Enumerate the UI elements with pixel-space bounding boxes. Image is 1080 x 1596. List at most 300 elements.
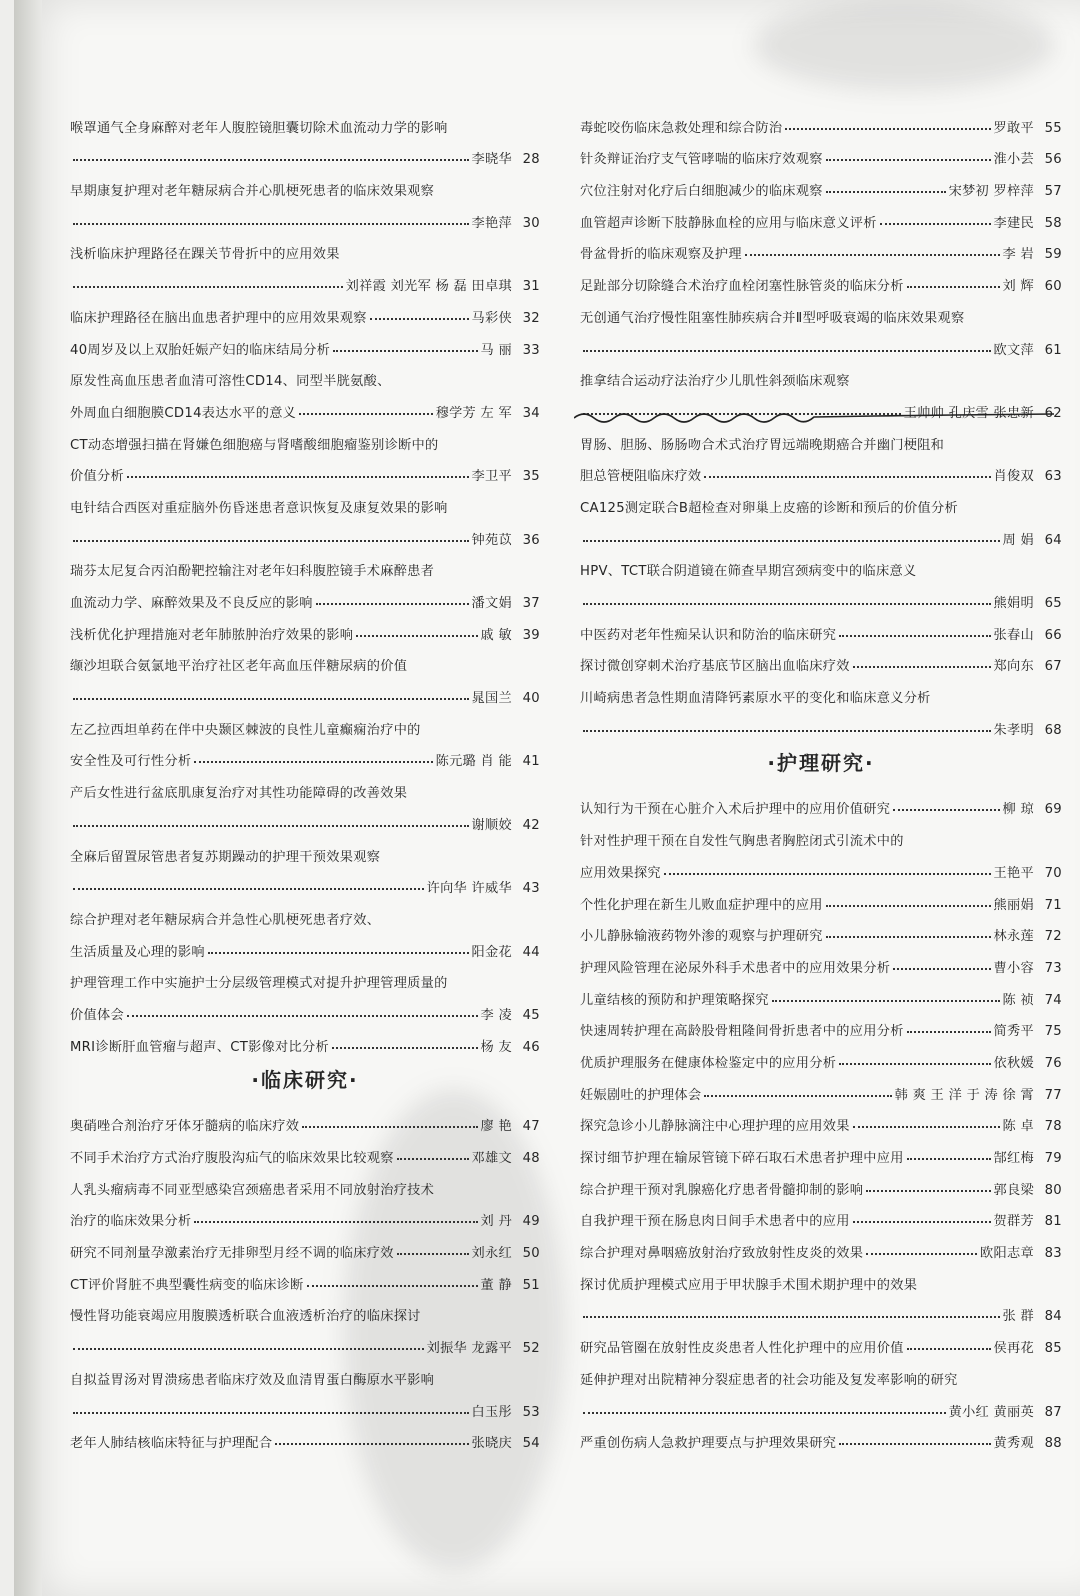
article-author: 周 娟 <box>1002 532 1034 548</box>
toc-entry <box>580 548 1062 580</box>
article-title: 足趾部分切除缝合术治疗血栓闭塞性脉管炎的临床分析 <box>580 279 904 295</box>
toc-left-column <box>70 104 540 1451</box>
article-author: 陈 卓 <box>1002 1119 1034 1135</box>
toc-entry <box>580 1293 1062 1325</box>
toc-entry <box>70 136 540 168</box>
article-title: 应用效果探究 <box>580 865 661 881</box>
dot-leader <box>194 760 432 763</box>
dot-leader <box>826 935 991 938</box>
dot-leader <box>356 634 477 637</box>
article-title: MRI诊断肝血管瘤与超声、CT影像对比分析 <box>70 1039 329 1055</box>
article-title: 40周岁及以上双胎妊娠产妇的临床结局分析 <box>70 342 331 358</box>
article-author: 贺群芳 <box>993 1214 1034 1230</box>
article-author: 林永莲 <box>993 929 1034 945</box>
page-number: 44 <box>522 944 540 960</box>
article-title: 针对性护理干预在自发性气胸患者胸腔闭式引流术中的 <box>580 834 904 850</box>
dot-leader <box>73 1347 424 1350</box>
journal-page <box>14 0 1080 1596</box>
article-author: 阳金花 <box>471 944 512 960</box>
page-number: 49 <box>522 1214 540 1230</box>
page-binding-shadow <box>14 0 42 1596</box>
article-author: 张 群 <box>1002 1309 1034 1325</box>
dot-leader <box>307 1284 478 1287</box>
toc-entry <box>70 1324 540 1356</box>
toc-entry <box>580 199 1062 231</box>
page-number: 28 <box>522 152 540 168</box>
article-title: 奥硝唑合剂治疗牙体牙髓病的临床疗效 <box>70 1119 300 1135</box>
article-author: 邓雄文 <box>471 1151 512 1166</box>
dot-leader <box>333 349 477 352</box>
page-number: 53 <box>522 1404 540 1420</box>
scan-smudge <box>754 0 1054 90</box>
article-title: 血管超声诊断下肢静脉血栓的应用与临床意义评析 <box>580 215 877 231</box>
toc-entry <box>70 865 540 897</box>
dot-leader <box>907 285 1000 288</box>
toc-entry <box>580 516 1062 548</box>
toc-entry <box>580 294 1062 326</box>
toc-entry <box>70 167 540 199</box>
article-title: 血流动力学、麻醉效果及不良反应的影响 <box>70 596 313 611</box>
dot-leader <box>583 349 991 352</box>
article-title: 护理风险管理在泌尿外科手术患者中的应用效果分析 <box>580 960 891 976</box>
article-author: 罗敢平 <box>993 120 1034 136</box>
dot-leader <box>194 1220 477 1223</box>
toc-entry <box>580 262 1062 294</box>
toc-entry <box>580 358 1062 390</box>
dot-leader <box>907 1347 991 1350</box>
toc-entry <box>70 104 540 136</box>
article-title: 全麻后留置尿管患者复苏期躁动的护理干预效果观察 <box>70 849 381 865</box>
dot-leader <box>370 317 469 320</box>
article-title: 综合护理干预对乳腺癌化疗患者骨髓抑制的影响 <box>580 1182 864 1198</box>
page-number: 51 <box>522 1277 540 1293</box>
toc-entry <box>70 484 540 516</box>
toc-entry <box>580 1008 1062 1040</box>
dot-leader <box>73 539 469 542</box>
article-author: 李建民 <box>993 215 1034 231</box>
dot-leader <box>853 665 991 668</box>
article-author: 王帅帅 孔庆雪 张忠新 <box>903 405 1034 421</box>
toc-entry <box>580 231 1062 263</box>
toc-entry <box>580 611 1062 643</box>
page-number: 42 <box>522 817 540 833</box>
article-title: 中医药对老年性痴呆认识和防治的临床研究 <box>580 627 837 643</box>
article-author: 刘永红 <box>471 1246 512 1262</box>
toc-entry <box>580 944 1062 976</box>
article-title: 针灸辩证治疗支气管哮喘的临床疗效观察 <box>580 152 823 168</box>
article-author: 淮小芸 <box>993 152 1034 168</box>
dot-leader <box>745 253 1000 256</box>
dot-leader <box>583 1411 946 1414</box>
page-number: 77 <box>1044 1087 1062 1103</box>
article-author: 陈元璐 肖 能 <box>435 754 512 770</box>
page-number: 61 <box>1044 342 1062 358</box>
toc-entry <box>580 1388 1062 1420</box>
article-title: 价值体会 <box>70 1007 124 1023</box>
article-title: 研究不同剂量孕激素治疗无排卵型月经不调的临床疗效 <box>70 1246 394 1262</box>
article-title: 早期康复护理对老年糖尿病合并心肌梗死患者的临床效果观察 <box>70 184 435 200</box>
page-number: 37 <box>522 596 540 611</box>
dot-leader <box>826 158 991 161</box>
dot-leader <box>785 127 990 130</box>
toc-entry <box>70 674 540 706</box>
toc-entry <box>70 991 540 1023</box>
toc-entry <box>70 358 540 390</box>
dot-leader <box>302 1125 477 1128</box>
article-author: 郜红梅 <box>993 1151 1034 1166</box>
dot-leader <box>316 602 469 605</box>
dot-leader <box>397 1252 469 1255</box>
article-author: 晁国兰 <box>471 691 512 707</box>
article-title: 骨盆骨折的临床观察及护理 <box>580 247 742 263</box>
page-number: 31 <box>522 279 540 295</box>
page-number: 68 <box>1044 722 1062 738</box>
article-title: 快速周转护理在高龄股骨粗隆间骨折患者中的应用分析 <box>580 1024 904 1040</box>
toc-entry <box>70 706 540 738</box>
article-author: 陈 祯 <box>1002 992 1034 1008</box>
article-author: 张晓庆 <box>471 1436 512 1452</box>
article-author: 廖 艳 <box>480 1119 512 1135</box>
article-title: 严重创伤病人急救护理要点与护理效果研究 <box>580 1436 837 1452</box>
dot-leader <box>275 1442 468 1445</box>
toc-entry <box>70 389 540 421</box>
toc-entry <box>580 1039 1062 1071</box>
toc-entry <box>580 1134 1062 1166</box>
article-author: 李艳萍 <box>471 215 512 231</box>
toc-entry <box>580 1071 1062 1103</box>
article-author: 欧文萍 <box>993 342 1034 358</box>
toc-entry <box>70 960 540 992</box>
toc-entry <box>70 516 540 548</box>
page-number: 59 <box>1044 247 1062 263</box>
article-title: 喉罩通气全身麻醉对老年人腹腔镜胆囊切除术血流动力学的影响 <box>70 120 448 136</box>
page-number: 46 <box>522 1039 540 1055</box>
dot-leader <box>73 222 469 225</box>
dot-leader <box>127 475 469 478</box>
dot-leader <box>866 1189 990 1192</box>
toc-entry <box>70 548 540 580</box>
toc-entry <box>580 643 1062 675</box>
article-author: 李晓华 <box>471 152 512 168</box>
dot-leader <box>839 1442 990 1445</box>
article-author: 肖俊双 <box>993 469 1034 485</box>
toc-entry <box>580 849 1062 881</box>
toc-entry <box>580 1229 1062 1261</box>
article-author: 刘 丹 <box>480 1214 512 1230</box>
page-number: 48 <box>522 1151 540 1166</box>
article-title: 价值分析 <box>70 469 124 485</box>
article-author: 刘振华 龙露平 <box>426 1341 512 1357</box>
dot-leader <box>583 1315 1000 1318</box>
page-number: 55 <box>1044 120 1062 136</box>
toc-entry <box>70 801 540 833</box>
toc-entry <box>70 326 540 358</box>
toc-entry <box>70 421 540 453</box>
page-number: 58 <box>1044 215 1062 231</box>
toc-entry <box>580 104 1062 136</box>
article-title: 自我护理干预在肠息肉日间手术患者中的应用 <box>580 1214 850 1230</box>
page-number: 81 <box>1044 1214 1062 1230</box>
toc-entry <box>580 579 1062 611</box>
article-author: 马彩侠 <box>471 310 512 326</box>
dot-leader <box>73 285 343 288</box>
page-number: 41 <box>522 754 540 770</box>
article-title: 妊娠剧吐的护理体会 <box>580 1087 702 1103</box>
article-title: 临床护理路径在脑出血患者护理中的应用效果观察 <box>70 310 367 326</box>
dot-leader <box>73 887 424 890</box>
toc-entry <box>580 1356 1062 1388</box>
toc-entry <box>70 833 540 865</box>
article-title: 推拿结合运动疗法治疗少儿肌性斜颈临床观察 <box>580 374 850 390</box>
page-number: 40 <box>522 691 540 707</box>
toc-entry <box>580 976 1062 1008</box>
page-number: 33 <box>522 342 540 358</box>
article-title: 护理管理工作中实施护士分层级管理模式对提升护理管理质量的 <box>70 976 448 992</box>
article-author: 白玉彤 <box>471 1404 512 1420</box>
article-title: 人乳头瘤病毒不同亚型感染宫颈癌患者采用不同放射治疗技术 <box>70 1182 435 1198</box>
article-author: 熊娟明 <box>993 596 1034 611</box>
article-author: 曹小容 <box>993 960 1034 976</box>
article-title: 延伸护理对出院精神分裂症患者的社会功能及复发率影响的研究 <box>580 1372 958 1388</box>
article-author: 黄秀观 <box>993 1436 1034 1452</box>
dot-leader <box>127 1014 478 1017</box>
article-author: 杨 友 <box>480 1039 512 1055</box>
article-title: 儿童结核的预防和护理策略探究 <box>580 992 769 1008</box>
article-author: 简秀平 <box>993 1024 1034 1040</box>
page-number: 32 <box>522 310 540 326</box>
article-title: 认知行为干预在心脏介入术后护理中的应用价值研究 <box>580 802 891 818</box>
article-author: 侯再花 <box>993 1341 1034 1357</box>
page-number: 30 <box>522 215 540 231</box>
dot-leader <box>853 1125 1000 1128</box>
toc-entry <box>580 167 1062 199</box>
article-title: 胃肠、胆肠、肠肠吻合术式治疗胃远端晚期癌合并幽门梗阻和 <box>580 437 945 453</box>
page-number: 74 <box>1044 992 1062 1008</box>
toc-entry <box>580 817 1062 849</box>
dot-leader <box>839 634 990 637</box>
dot-leader <box>826 904 991 907</box>
page-number: 35 <box>522 469 540 485</box>
article-title: 产后女性进行盆底肌康复治疗对其性功能障碍的改善效果 <box>70 786 408 802</box>
article-author: 柳 琼 <box>1002 802 1034 818</box>
page-number: 45 <box>522 1007 540 1023</box>
page-number: 78 <box>1044 1119 1062 1135</box>
page-number: 84 <box>1044 1309 1062 1325</box>
article-author: 韩 爽 王 洋 于 涛 徐 霄 <box>894 1087 1034 1103</box>
toc-entry <box>70 896 540 928</box>
article-title: 小儿静脉输液药物外渗的观察与护理研究 <box>580 929 823 945</box>
article-author: 谢顺姣 <box>471 817 512 833</box>
article-author: 熊丽娟 <box>993 897 1034 913</box>
article-author: 马 丽 <box>480 342 512 358</box>
article-title: 浅析优化护理措施对老年肺脓肿治疗效果的影响 <box>70 627 354 643</box>
page-number: 76 <box>1044 1055 1062 1071</box>
page-number: 75 <box>1044 1024 1062 1040</box>
article-title: 无创通气治疗慢性阻塞性肺疾病合并Ⅱ型呼吸衰竭的临床效果观察 <box>580 310 965 326</box>
page-number: 57 <box>1044 184 1062 200</box>
article-title: 左乙拉西坦单药在伴中央颞区棘波的良性儿童癫痫治疗中的 <box>70 722 421 738</box>
toc-entry <box>70 453 540 485</box>
dot-leader <box>772 999 1000 1002</box>
page-number: 60 <box>1044 279 1062 295</box>
page-number: 88 <box>1044 1436 1062 1452</box>
article-author: 刘祥霞 刘光军 杨 磊 田卓琪 <box>345 279 512 295</box>
article-title: 不同手术治疗方式治疗腹股沟疝气的临床效果比较观察 <box>70 1151 394 1166</box>
article-title: CT评价肾脏不典型囊性病变的临床诊断 <box>70 1277 304 1293</box>
article-author: 戚 敏 <box>480 627 512 643</box>
page-number: 65 <box>1044 596 1062 611</box>
article-title: 生活质量及心理的影响 <box>70 944 205 960</box>
page-number: 71 <box>1044 897 1062 913</box>
article-author: 朱孝明 <box>993 722 1034 738</box>
toc-entry <box>70 1198 540 1230</box>
toc-entry <box>580 913 1062 945</box>
dot-leader <box>853 1220 991 1223</box>
toc-entry <box>70 1356 540 1388</box>
toc-entry <box>70 1166 540 1198</box>
article-title: CA125测定联合B超检查对卵巢上皮癌的诊断和预后的价值分析 <box>580 500 958 516</box>
article-title: 川崎病患者急性期血清降钙素原水平的变化和临床意义分析 <box>580 691 931 707</box>
toc-entry <box>580 706 1062 738</box>
toc-entry <box>70 199 540 231</box>
article-author: 穆学芳 左 军 <box>435 405 512 421</box>
article-title: 优质护理服务在健康体检鉴定中的应用分析 <box>580 1055 837 1071</box>
dot-leader <box>866 1252 977 1255</box>
page-number: 52 <box>522 1341 540 1357</box>
toc-entry <box>70 1103 540 1135</box>
article-title: 外周血白细胞膜CD14表达水平的意义 <box>70 405 297 421</box>
article-title: HPV、TCT联合阴道镜在筛查早期宫颈病变中的临床意义 <box>580 564 917 580</box>
dot-leader <box>907 1157 991 1160</box>
page-number: 73 <box>1044 960 1062 976</box>
article-title: 原发性高血压患者血清可溶性CD14、同型半胱氨酸、 <box>70 374 391 390</box>
dot-leader <box>332 1046 478 1049</box>
page-number: 56 <box>1044 152 1062 168</box>
toc-entry <box>580 881 1062 913</box>
article-author: 李 凌 <box>480 1007 512 1023</box>
dot-leader <box>73 824 469 827</box>
page-number: 87 <box>1044 1404 1062 1420</box>
toc-entry <box>580 1198 1062 1230</box>
article-title: 电针结合西医对重症脑外伤昏迷患者意识恢复及康复效果的影响 <box>70 500 448 516</box>
article-title: 毒蛇咬伤临床急救处理和综合防治 <box>580 120 783 136</box>
toc-entry <box>580 1420 1062 1452</box>
article-title: CT动态增强扫描在肾嫌色细胞癌与肾嗜酸细胞瘤鉴别诊断中的 <box>70 437 439 453</box>
dot-leader <box>299 412 432 415</box>
dot-leader <box>704 475 990 478</box>
toc-entry <box>70 611 540 643</box>
dot-leader <box>583 602 991 605</box>
toc-entry <box>70 231 540 263</box>
dot-leader <box>583 539 1000 542</box>
article-author: 王艳平 <box>993 865 1034 881</box>
article-title: 探讨优质护理模式应用于甲状腺手术围术期护理中的效果 <box>580 1277 918 1293</box>
toc-entry <box>70 262 540 294</box>
article-author: 郭良梁 <box>993 1182 1034 1198</box>
page-number: 79 <box>1044 1151 1062 1166</box>
article-title: 研究品管圈在放射性皮炎患者人性化护理中的应用价值 <box>580 1341 904 1357</box>
toc-entry <box>580 674 1062 706</box>
toc-right-column <box>580 104 1062 1451</box>
article-title: 胆总管梗阻临床疗效 <box>580 469 702 485</box>
page-number: 72 <box>1044 929 1062 945</box>
dot-leader <box>880 222 991 225</box>
dot-leader <box>583 729 991 732</box>
article-title: 探讨微创穿刺术治疗基底节区脑出血临床疗效 <box>580 659 850 675</box>
toc-entry <box>580 1324 1062 1356</box>
toc-entry <box>70 1229 540 1261</box>
article-author: 依秋媛 <box>993 1055 1034 1071</box>
page-number: 66 <box>1044 627 1062 643</box>
toc-entry <box>580 484 1062 516</box>
article-author: 宋梦初 罗梓萍 <box>948 184 1034 200</box>
dot-leader <box>839 1062 990 1065</box>
article-author: 刘 辉 <box>1002 279 1034 295</box>
toc-entry <box>70 1420 540 1452</box>
article-title: 老年人肺结核临床特征与护理配合 <box>70 1436 273 1452</box>
article-author: 许向华 许威华 <box>426 881 512 897</box>
article-title: 瑞芬太尼复合丙泊酚靶控输注对老年妇科腹腔镜手术麻醉患者 <box>70 564 435 580</box>
page-number: 36 <box>522 532 540 548</box>
article-author: 潘文娟 <box>471 596 512 611</box>
toc-entry <box>580 1261 1062 1293</box>
dot-leader <box>826 190 946 193</box>
toc-entry <box>70 1293 540 1325</box>
page-number: 43 <box>522 881 540 897</box>
page-number: 70 <box>1044 865 1062 881</box>
dot-leader <box>73 1411 469 1414</box>
toc-entry <box>70 928 540 960</box>
dot-leader <box>73 158 469 161</box>
article-title: 综合护理对鼻咽癌放射治疗致放射性皮炎的效果 <box>580 1246 864 1262</box>
dot-leader <box>664 872 991 875</box>
article-author: 黄小红 黄丽英 <box>948 1404 1034 1420</box>
page-number: 54 <box>522 1436 540 1452</box>
dot-leader <box>907 1030 991 1033</box>
page-number: 63 <box>1044 469 1062 485</box>
article-author: 欧阳志章 <box>980 1246 1034 1262</box>
toc-entry <box>580 786 1062 818</box>
toc-entry <box>580 1103 1062 1135</box>
article-title: 安全性及可行性分析 <box>70 754 192 770</box>
article-title: 浅析临床护理路径在踝关节骨折中的应用效果 <box>70 247 340 263</box>
article-title: 穴位注射对化疗后白细胞减少的临床观察 <box>580 184 823 200</box>
toc-entry <box>70 769 540 801</box>
article-author: 钟苑苡 <box>471 532 512 548</box>
page-number: 39 <box>522 627 540 643</box>
page-number: 67 <box>1044 659 1062 675</box>
toc-entry <box>580 326 1062 358</box>
article-author: 李 岩 <box>1002 247 1034 263</box>
toc-entry <box>580 136 1062 168</box>
article-title: 探讨细节护理在输尿管镜下碎石取石术患者护理中应用 <box>580 1151 904 1166</box>
page-number: 69 <box>1044 802 1062 818</box>
dot-leader <box>893 967 990 970</box>
toc-entry <box>70 1261 540 1293</box>
toc-entry <box>70 1134 540 1166</box>
article-author: 董 静 <box>480 1277 512 1293</box>
handwritten-underline <box>574 408 1054 426</box>
dot-leader <box>893 808 999 811</box>
toc-entry <box>70 738 540 770</box>
dot-leader <box>704 1094 891 1097</box>
article-title: 缬沙坦联合氨氯地平治疗社区老年高血压伴糖尿病的价值 <box>70 659 408 675</box>
dot-leader <box>397 1157 469 1160</box>
dot-leader <box>73 697 469 700</box>
page-number: 50 <box>522 1246 540 1262</box>
page-number: 85 <box>1044 1341 1062 1357</box>
page-number: 64 <box>1044 532 1062 548</box>
